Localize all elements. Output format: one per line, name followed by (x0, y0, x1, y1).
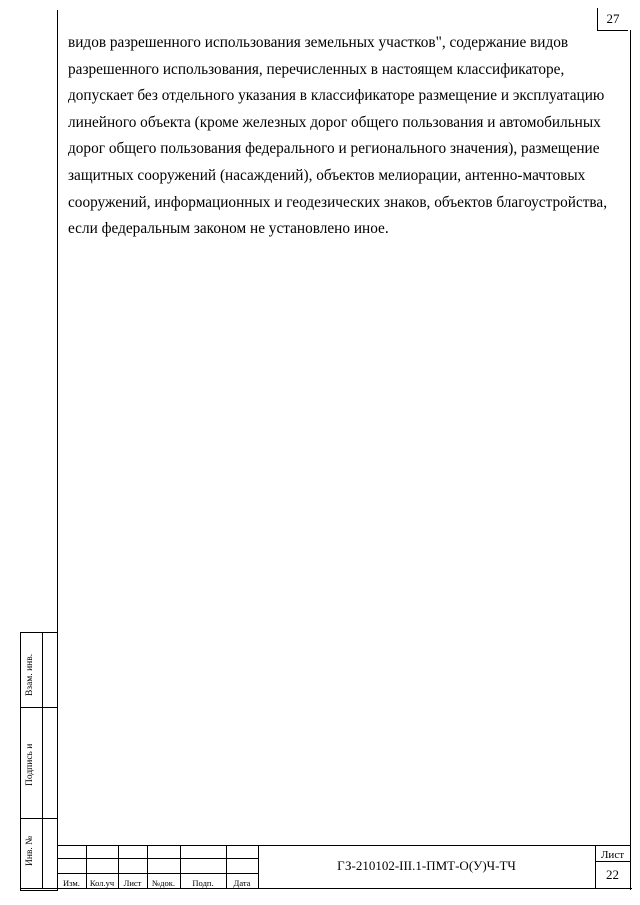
sheet-label: Лист (600, 849, 625, 861)
header-podp: Подп. (192, 878, 214, 888)
body-line: разрешенного использования, перечисленных в настоящем классификаторе, (68, 60, 565, 78)
header-kol-uch: Кол.уч (89, 878, 115, 888)
body-paragraph (68, 30, 623, 243)
document-code: ГЗ-210102-III.1-ПМТ-О(У)Ч-ТЧ (337, 858, 516, 873)
header-ndok: №док. (152, 878, 175, 888)
title-block-row-line (57, 858, 258, 859)
header-izm: Изм. (63, 878, 80, 888)
body-line: линейного объекта (кроме железных дорог общего пользования и автомобильных (68, 113, 601, 131)
body-line: дорог общего пользования федерального и регионального значения), размещение (68, 140, 600, 158)
body-line: сооружений, информационных и геодезических знаков, объектов благоустройства, (68, 193, 608, 211)
sheet-number: 22 (606, 867, 619, 882)
body-line: видов разрешенного использования земельных участков", содержание видов (68, 34, 569, 51)
title-block-row-line (57, 873, 258, 874)
side-stamp-divider (42, 632, 43, 889)
title-block-row-line (595, 861, 630, 862)
page-number: 27 (597, 8, 628, 31)
body-line: если федеральным законом не установлено иное. (68, 220, 389, 238)
header-list: Лист (123, 878, 142, 888)
side-stamp-row-line (20, 707, 57, 708)
body-line: защитных сооружений (насаждений), объектов мелиорации, антенно-мачтовых (68, 166, 586, 184)
frame-right-line (630, 30, 631, 890)
side-stamp-row-line (20, 818, 57, 819)
header-data: Дата (233, 878, 251, 888)
side-label-inv: Инв. № (25, 835, 35, 866)
body-line: допускает без отдельного указания в классификаторе размещение и эксплуатацию (68, 87, 605, 105)
side-label-podpis: Подпись и (25, 743, 35, 786)
side-label-vzam: Взам. инв. (25, 653, 35, 696)
